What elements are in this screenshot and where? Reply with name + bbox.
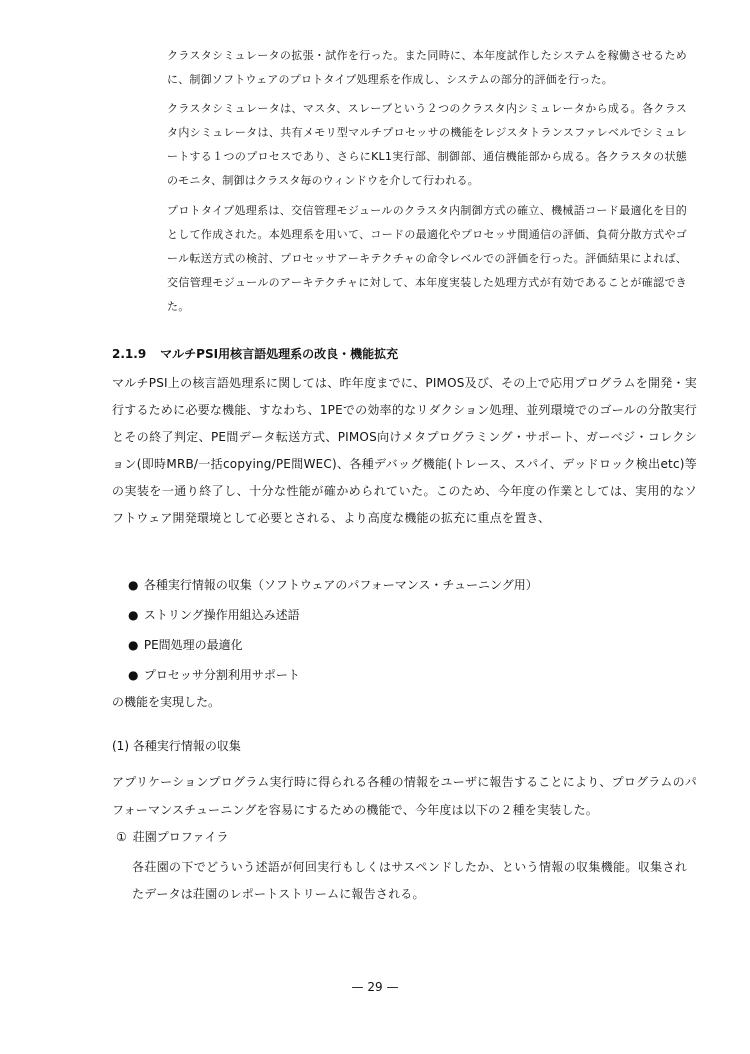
list-item: ● PE間処理の最適化 [128, 630, 538, 660]
section-heading [112, 345, 398, 362]
intro-paragraph-1: クラスタシミュレータの拡張・試作を行った。また同時に、本年度試作したシステムを稼働させるために、制御ソフトウェアのプロトタイプ処理系を作成し、システムの部分的評価を行った。 [167, 49, 687, 86]
section-title: マルチPSI用核言語処理系の改良・機能拡充 [160, 347, 399, 361]
subsection-heading: (1) 各種実行情報の収集 [112, 739, 241, 753]
list-item: ● プロセッサ分割利用サポート [128, 660, 538, 690]
feature-list [128, 570, 538, 690]
section-body: マルチPSI上の核言語処理系に関しては、昨年度までに、PIMOS及び、その上で応用プログラムを開発・実行するために必要な機能、すなわち、1PEでの効率的なリダクション処理、並列環境でのゴールの分散実行とその終了判定、PE間データ転送方式、PIMOS向けメタプログラミング・サポート、ガーベジ・コレクション(即時MRB/一括copying/PE間WEC)、各種デバッグ機能(トレース、スパイ、デッドロック検出etc)等の実装を一通り終了し、十分な性能が確かめられていた。このため、今年度の作業としては、実用的なソフトウェア開発環境として必要とされる、より高度な機能の拡充に重点を置き、 [112, 376, 697, 525]
circled-number-icon: ① [116, 830, 127, 844]
list-item: ● ストリング操作用組込み述語 [128, 600, 538, 630]
intro-paragraph-3: プロトタイプ処理系は、交信管理モジュールのクラスタ内制御方式の確立、機械語コード最適化を目的として作成された。本処理系を用いて、コードの最適化やプロセッサ間通信の評価、負荷分散方式やゴール転送方式の検討、プロセッサアーキテクチャの命令レベルでの評価を行った。評価結果によれば、交信管理モジュールのアーキテクチャに対して、本年度実装した処理方式が有効であることが確認できた。 [167, 204, 687, 313]
list-conclusion: の機能を実現した。 [112, 695, 221, 709]
bullet-icon: ● [128, 638, 139, 652]
item-body: 各荘園の下でどういう述語が何回実行もしくはサスペンドしたか、という情報の収集機能。収集されたデータは荘園のレポートストリームに報告される。 [132, 860, 687, 901]
page-number: — 29 — [351, 980, 399, 994]
section-number: 2.1.9 [112, 347, 147, 361]
item-title: 荘園プロファイラ [132, 830, 229, 844]
list-item: ● 各種実行情報の収集（ソフトウェアのパフォーマンス・チューニング用） [128, 570, 538, 600]
bullet-icon: ● [128, 578, 139, 592]
bullet-icon: ● [128, 608, 139, 622]
item-heading [116, 828, 229, 845]
subsection-body: アプリケーションプログラム実行時に得られる各種の情報をユーザに報告することにより、プログラムのパフォーマンスチューニングを容易にするための機能で、今年度は以下の２種を実装した。 [112, 775, 697, 817]
intro-paragraph-2: クラスタシミュレータは、マスタ、スレーブという２つのクラスタ内シミュレータから成る。各クラスタ内シミュレータは、共有メモリ型マルチプロセッサの機能をレジスタトランスファレベルでシミュレートする１つのプロセスであり、さらにKL1実行部、制御部、通信機能部から成る。各クラスタの状態のモニタ、制御はクラスタ毎のウィンドウを介して行われる。 [167, 102, 687, 187]
bullet-icon: ● [128, 668, 139, 682]
